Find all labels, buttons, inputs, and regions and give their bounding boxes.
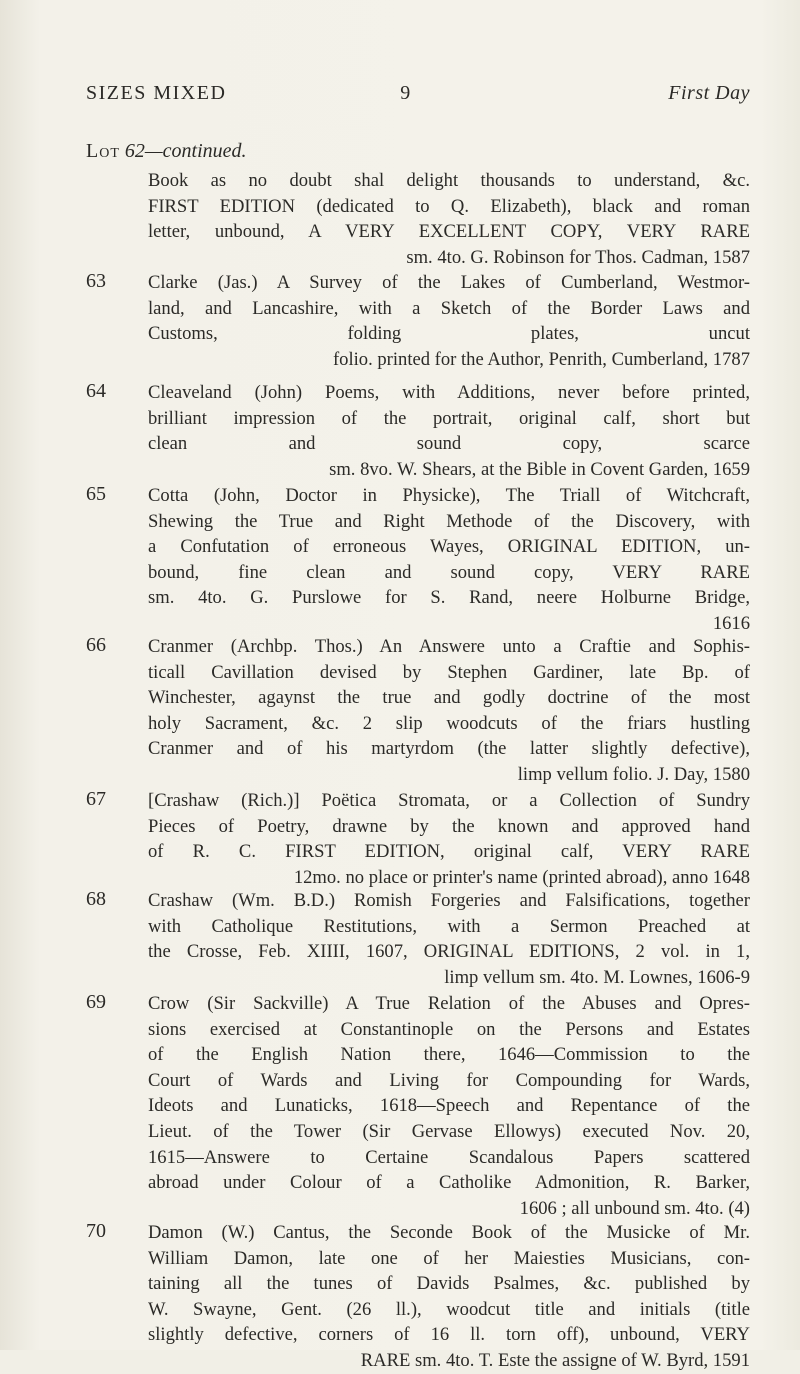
lot-number: 68	[86, 888, 106, 910]
lot-description	[148, 634, 750, 788]
lot-text-line: Cleaveland (John) Poems, with Additions, never before printed,	[148, 382, 750, 403]
lot-text-line: abroad under Colour of a Catholike Admonition, R. Barker,	[148, 1172, 750, 1194]
lot-text-line: Shewing the True and Right Methode of the Discovery, with	[148, 510, 750, 532]
lot-text-line: Court of Wards and Living for Compounding for Wards,	[148, 1069, 750, 1091]
lot-number: 65	[86, 483, 106, 505]
lot-text-line: Customs, folding plates, uncut	[148, 323, 750, 345]
lot-text-line: Winchester, agaynst the true and godly doctrine of the most	[148, 687, 750, 709]
lot-number: 67	[86, 788, 106, 810]
lot-description	[148, 270, 750, 372]
header-day-label: First Day	[668, 82, 750, 104]
lot-number: 66	[86, 634, 106, 656]
lot-description	[148, 991, 750, 1221]
lot-text-line: Cranmer and of his martyrdom (the latter slightly defective),	[148, 738, 750, 760]
lot-description	[148, 888, 750, 990]
lot-text-line: with Catholique Restitutions, with a Sermon Preached at	[148, 915, 750, 937]
lot-text-line: FIRST EDITION (dedicated to Q. Elizabeth), black and roman	[148, 195, 750, 217]
lot-text-line: W. Swayne, Gent. (26 ll.), woodcut title and initials (title	[148, 1298, 750, 1320]
page-header	[86, 82, 750, 112]
lot-text-line: folio. printed for the Author, Penrith, Cumberland, 1787	[332, 348, 750, 370]
lot-text-line: sm. 4to. G. Robinson for Thos. Cadman, 1587	[406, 246, 750, 268]
lot-text-line: Crow (Sir Sackville) A True Relation of the Abuses and Opres-	[148, 993, 750, 1014]
lot-text-line: Crashaw (Wm. B.D.) Romish Forgeries and Falsifications, together	[148, 890, 750, 911]
lot-text-line: of R. C. FIRST EDITION, original calf, VERY RARE	[148, 841, 750, 863]
lot-text-line: 1606 ; all unbound sm. 4to. (4)	[519, 1197, 750, 1219]
lot-number: 69	[86, 991, 106, 1013]
lot-text-line: limp vellum folio. J. Day, 1580	[517, 763, 750, 785]
continuation-text: 62—continued.	[124, 140, 247, 162]
lot-text-line: Book as no doubt shal delight thousands to understand, &c.	[148, 170, 750, 191]
lot-text-line: land, and Lancashire, with a Sketch of the Border Laws and	[148, 297, 750, 319]
lot-text-line: ticall Cavillation devised by Stephen Gardiner, late Bp. of	[148, 661, 750, 683]
lot-text-line: clean and sound copy, scarce	[148, 433, 750, 455]
lot-text-line: of the English Nation there, 1646—Commission to the	[148, 1044, 750, 1066]
lot-text-line: RARE sm. 4to. T. Este the assigne of W. Byrd, 1591	[360, 1349, 750, 1371]
lot-text-line: Damon (W.) Cantus, the Seconde Book of the Musicke of Mr.	[148, 1222, 750, 1243]
lot-text-line: bound, fine clean and sound copy, VERY RARE	[148, 561, 750, 583]
lot-label: Lot	[86, 140, 120, 162]
lot-text-line: 1616	[712, 612, 750, 634]
lot-text-line: 1615—Answere to Certaine Scandalous Papers scattered	[148, 1146, 750, 1168]
lot-number: 63	[86, 270, 106, 292]
lot-description	[148, 380, 750, 482]
lot-text-line: William Damon, late one of her Maiesties Musicians, con-	[148, 1247, 750, 1269]
lot-text-line: Pieces of Poetry, drawne by the known and approved hand	[148, 815, 750, 837]
lot-number: 70	[86, 1220, 106, 1242]
header-page-number: 9	[400, 82, 412, 104]
lot-text-line: [Crashaw (Rich.)] Poëtica Stromata, or a Collection of Sundry	[148, 790, 750, 811]
lot-text-line: brilliant impression of the portrait, original calf, short but	[148, 407, 750, 429]
lot-text-line: slightly defective, corners of 16 ll. torn off), unbound, VERY	[148, 1324, 750, 1346]
lot-text-line: Ideots and Lunaticks, 1618—Speech and Repentance of the	[148, 1095, 750, 1117]
lot-text-line: sm. 4to. G. Purslowe for S. Rand, neere Holburne Bridge,	[148, 587, 750, 609]
lot-text-line: holy Sacrament, &c. 2 slip woodcuts of the friars hustling	[148, 712, 750, 734]
lot-description	[148, 168, 750, 270]
continuation-line	[86, 140, 247, 163]
lot-text-line: Cranmer (Archbp. Thos.) An Answere unto a Craftie and Sophis-	[148, 636, 750, 657]
lot-description	[148, 1220, 750, 1374]
header-section-title: SIZES MIXED	[86, 82, 227, 104]
lot-text-line: sions exercised at Constantinople on the Persons and Estates	[148, 1018, 750, 1040]
lot-text-line: letter, unbound, A VERY EXCELLENT COPY, VERY RARE	[148, 221, 750, 243]
lot-text-line: limp vellum sm. 4to. M. Lownes, 1606-9	[444, 966, 750, 988]
lot-text-line: a Confutation of erroneous Wayes, ORIGINAL EDITION, un-	[148, 536, 750, 558]
lot-text-line: the Crosse, Feb. XIIII, 1607, ORIGINAL EDITIONS, 2 vol. in 1,	[148, 941, 750, 963]
lot-number: 64	[86, 380, 106, 402]
lot-description	[148, 483, 750, 637]
lot-text-line: sm. 8vo. W. Shears, at the Bible in Covent Garden, 1659	[329, 458, 750, 480]
lot-text-line: taining all the tunes of Davids Psalmes, &c. published by	[148, 1273, 750, 1295]
lot-text-line: Cotta (John, Doctor in Physicke), The Triall of Witchcraft,	[148, 485, 750, 506]
lot-text-line: 12mo. no place or printer's name (printed abroad), anno 1648	[293, 866, 750, 888]
lot-text-line: Clarke (Jas.) A Survey of the Lakes of Cumberland, Westmor-	[148, 272, 750, 293]
lot-description	[148, 788, 750, 890]
lot-text-line: Lieut. of the Tower (Sir Gervase Ellowys) executed Nov. 20,	[148, 1120, 750, 1142]
